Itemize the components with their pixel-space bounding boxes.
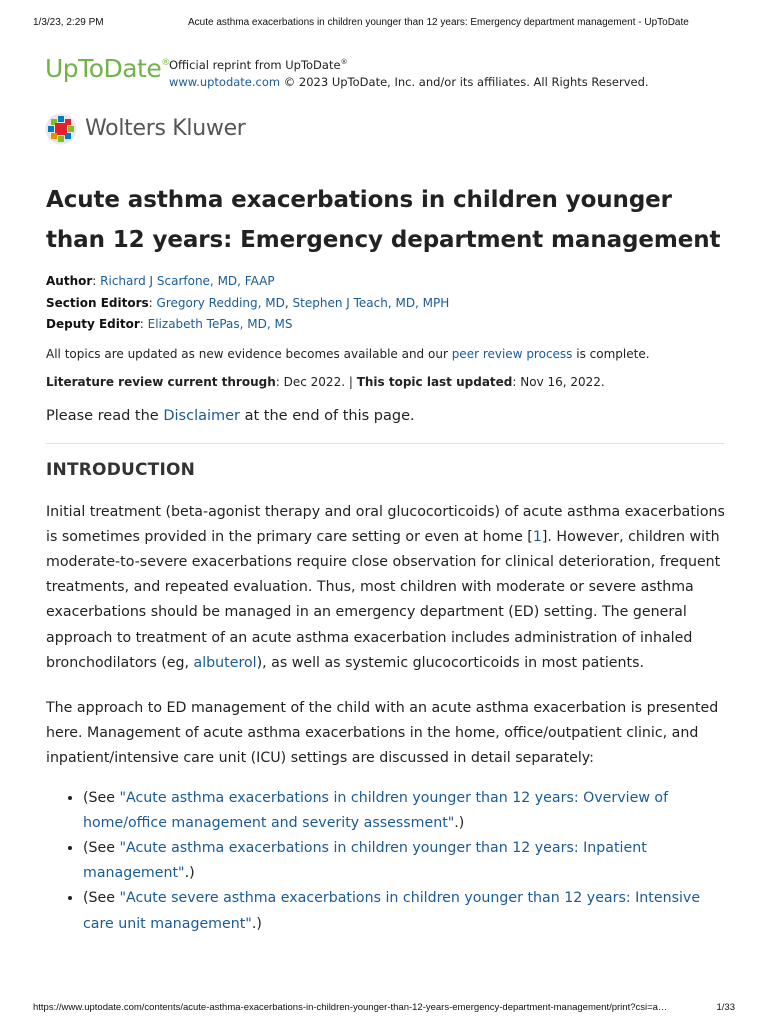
author-line: Author: Richard J Scarfone, MD, FAAP [46, 274, 275, 288]
albuterol-drug-link[interactable]: albuterol [193, 654, 257, 671]
reprint-notice: Official reprint from UpToDate® www.uptodate.com © 2023 UpToDate, Inc. and/or its affiliates. All Rights Reserved. [169, 57, 649, 89]
section-divider [46, 443, 724, 444]
literature-review-status: Literature review current through: Dec 2022. | This topic last updated: Nov 16, 2022. [46, 374, 605, 389]
reference-link-1[interactable]: 1 [532, 528, 542, 545]
article [46, 180, 726, 937]
update-note: All topics are updated as new evidence becomes available and our peer review process is complete. [46, 346, 650, 361]
see-also-item: • (See "Acute severe asthma exacerbations in children younger than 12 years: Intensive care unit management".) [83, 886, 726, 936]
deputy-editor-link[interactable]: Elizabeth TePas, MD, MS [147, 317, 293, 331]
wolters-kluwer-mosaic-icon [45, 113, 77, 145]
reprint-label: Official reprint from UpToDate [169, 57, 341, 72]
section-editors-line: Section Editors: Gregory Redding, MD, Stephen J Teach, MD, MPH [46, 295, 450, 310]
see-also-item: • (See "Acute asthma exacerbations in children younger than 12 years: Overview of home/office management and severity assessment".) [83, 786, 726, 836]
print-url: https://www.uptodate.com/contents/acute-asthma-exacerbations-in-children-younger-than-12-years-emergency-department-management/print?csi=a… [33, 1002, 668, 1013]
article-title: Acute asthma exacerbations in children younger than 12 years: Emergency department management [46, 187, 721, 253]
print-date: 1/3/23, 2:29 PM [33, 17, 104, 28]
introduction-heading: INTRODUCTION [46, 459, 196, 480]
print-page-title: Acute asthma exacerbations in children younger than 12 years: Emergency department management - UpToDate [188, 17, 689, 28]
page-number: 1/33 [716, 1002, 735, 1013]
see-also-link-icu[interactable]: "Acute severe asthma exacerbations in children younger than 12 years: Intensive care unit management" [83, 890, 701, 932]
disclaimer-notice: Please read the Disclaimer at the end of this page. [46, 407, 415, 424]
section-editor-link-redding[interactable]: Gregory Redding, MD [156, 295, 285, 310]
deputy-editor-line: Deputy Editor: Elizabeth TePas, MD, MS [46, 317, 293, 331]
article-credits [46, 271, 726, 336]
intro-paragraph-2: The approach to ED management of the child with an acute asthma exacerbation is presented here. Management of acute asthma exacerbations in the home, office/outpatient clinic, and inpatient/intensive care unit (ICU) settings are discussed in detail separately: [46, 699, 719, 767]
intro-paragraph-1: Initial treatment (beta-agonist therapy and oral glucocorticoids) of acute asthma exacerbations is sometimes provided in the primary care setting or even at home [1]. However, children with moderate-to-severe exacerbations require close observation for clinical deterioration, frequent treatments, and repeated evaluation. Thus, most children with moderate or severe asthma exacerbations should be managed in an emergency department (ED) setting. The general approach to treatment of an acute asthma exacerbation includes administration of inhaled bronchodilators (eg, albuterol), as well as systemic glucocorticoids in most patients. [46, 503, 725, 671]
see-also-link-home-office[interactable]: "Acute asthma exacerbations in children younger than 12 years: Overview of home/office management and severity assessment" [83, 789, 669, 831]
see-also-list [46, 786, 726, 937]
wolters-kluwer-wordmark: Wolters Kluwer [85, 116, 246, 141]
section-editor-link-teach[interactable]: Stephen J Teach, MD, MPH [292, 295, 450, 310]
uptodate-site-link[interactable]: www.uptodate.com [169, 74, 281, 89]
author-link[interactable]: Richard J Scarfone, MD, FAAP [100, 274, 275, 288]
copyright-text: © 2023 UpToDate, Inc. and/or its affiliates. All Rights Reserved. [283, 74, 649, 89]
see-also-item: • (See "Acute asthma exacerbations in children younger than 12 years: Inpatient management".) [83, 836, 726, 886]
peer-review-link[interactable]: peer review process [451, 346, 573, 361]
disclaimer-link[interactable]: Disclaimer [163, 407, 241, 424]
see-also-link-inpatient[interactable]: "Acute asthma exacerbations in children younger than 12 years: Inpatient management" [83, 839, 647, 882]
uptodate-logo: UpToDate® [45, 54, 170, 83]
